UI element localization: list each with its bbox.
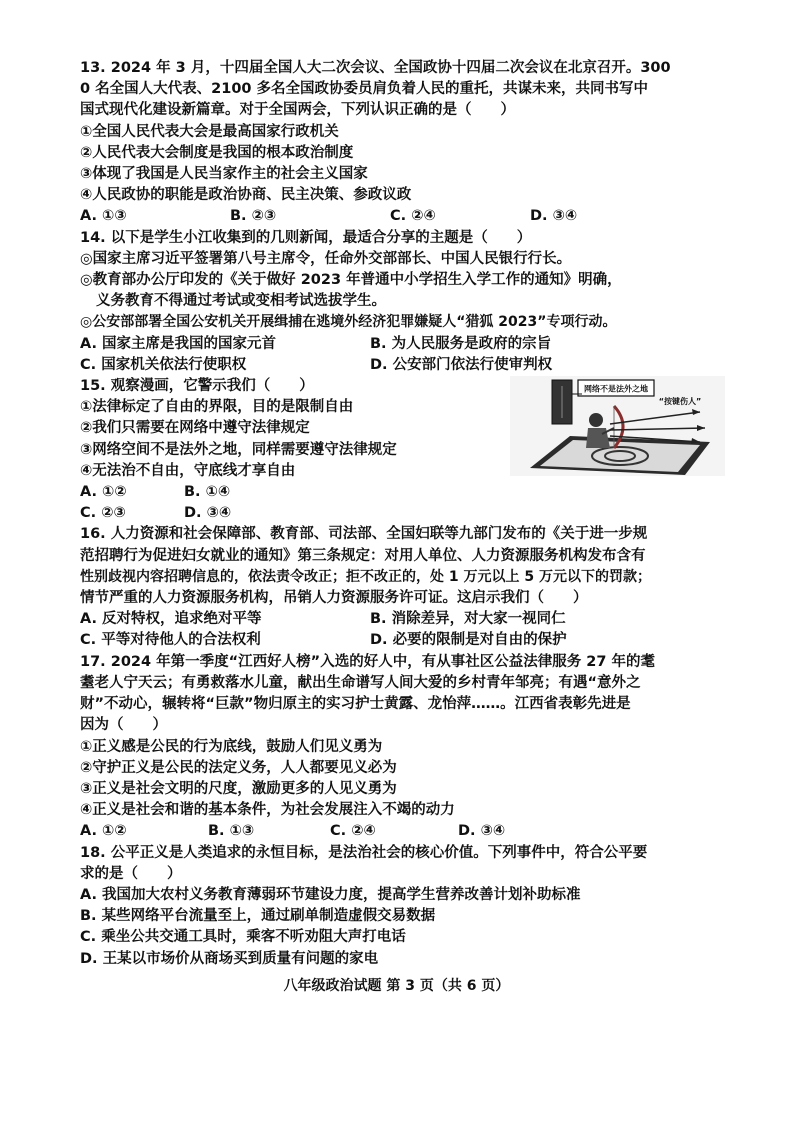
question-15-item-2: ②我们只需要在网络中遵守法律规定 bbox=[80, 420, 310, 437]
question-18-option-d[interactable]: D. 王某以市场价从商场买到质量有问题的家电 bbox=[80, 950, 379, 967]
question-13-item-1: ①全国人民代表大会是最高国家行政机关 bbox=[80, 123, 339, 140]
question-17-item-2: ②守护正义是公民的法定义务，人人都要见义必为 bbox=[80, 759, 397, 776]
question-14-stem-line-1: 14. 以下是学生小江收集到的几则新闻，最适合分享的主题是（ ） bbox=[80, 229, 532, 246]
question-17-option-b[interactable]: B. ①③ bbox=[208, 823, 255, 840]
question-15-options-row-1 bbox=[80, 482, 720, 503]
page-footer: 八年级政治试题 第 3 页（共 6 页） bbox=[283, 978, 510, 994]
question-14-news-3: ◎公安部部署全国公安机关开展缉捕在逃境外经济犯罪嫌疑人“猎狐 2023”专项行动。 bbox=[80, 314, 617, 331]
question-14-news-2: ◎教育部办公厅印发的《关于做好 2023 年普通中小学招生入学工作的通知》明确， bbox=[80, 272, 622, 289]
question-14-options-row-2 bbox=[80, 355, 720, 376]
question-15-option-c[interactable]: C. ②③ bbox=[80, 505, 126, 522]
question-14 bbox=[80, 228, 720, 376]
question-13-option-d[interactable]: D. ③④ bbox=[530, 208, 578, 225]
question-15-option-d[interactable]: D. ③④ bbox=[184, 505, 232, 522]
question-18 bbox=[80, 843, 720, 970]
question-16-option-d[interactable]: D. 必要的限制是对自由的保护 bbox=[370, 632, 567, 649]
question-15-option-b[interactable]: B. ①④ bbox=[184, 484, 231, 501]
sign-banner bbox=[572, 380, 654, 396]
question-13-stem-line-3: 国式现代化建设新篇章。对于全国两会，下列认识正确的是（ ） bbox=[80, 102, 515, 119]
question-16-option-c[interactable]: C. 平等对待他人的合法权利 bbox=[80, 632, 261, 649]
question-16 bbox=[80, 524, 720, 651]
question-15-stem-line-1: 15. 观察漫画，它警示我们（ ） bbox=[80, 378, 314, 395]
question-13-item-2: ②人民代表大会制度是我国的根本政治制度 bbox=[80, 144, 354, 161]
question-17-stem-line-3: 财”不动心，辗转将“巨款”物归原主的实习护士黄露、龙怡萍……。江西省表彰先进是 bbox=[80, 696, 631, 713]
question-14-options-row-1 bbox=[80, 334, 720, 355]
question-18-option-b[interactable]: B. 某些网络平台流量至上，通过刷单制造虚假交易数据 bbox=[80, 908, 436, 925]
question-14-option-c[interactable]: C. 国家机关依法行使职权 bbox=[80, 356, 247, 373]
question-14-news-2-cont: 义务教育不得通过考试或变相考试选拔学生。 bbox=[96, 293, 386, 310]
question-18-option-c[interactable]: C. 乘坐公共交通工具时，乘客不听劝阻大声打电话 bbox=[80, 929, 406, 946]
question-15-item-3: ③网络空间不是法外之地，同样需要遵守法律规定 bbox=[80, 441, 397, 458]
question-17-stem-line-2: 耋老人宁天云；有勇救落水儿童，献出生命谱写人间大爱的乡村青年邹亮；有遇“意外之 bbox=[80, 674, 641, 691]
question-17 bbox=[80, 652, 720, 843]
question-17-item-4: ④正义是社会和谐的基本条件，为社会发展注入不竭的动力 bbox=[80, 802, 455, 819]
question-13-stem-line-2: 0 名全国人大代表、2100 多名全国政协委员肩负着人民的重托，共谋未来，共同书写中 bbox=[80, 81, 649, 98]
exam-page bbox=[80, 58, 720, 970]
question-18-stem-line-1: 18. 公平正义是人类追求的永恒目标，是法治社会的核心价值。下列事件中，符合公平要 bbox=[80, 844, 648, 861]
question-16-option-b[interactable]: B. 消除差异，对大家一视同仁 bbox=[370, 611, 566, 628]
question-17-stem-line-1: 17. 2024 年第一季度“江西好人榜”入选的好人中，有从事社区公益法律服务 27 年的耄 bbox=[80, 653, 655, 670]
question-18-option-a[interactable]: A. 我国加大农村义务教育薄弱环节建设力度，提高学生营养改善计划补助标准 bbox=[80, 886, 581, 903]
question-16-stem-line-3: 性别歧视内容招聘信息的，依法责令改正；拒不改正的，处 1 万元以上 5 万元以下的罚款； bbox=[80, 568, 651, 585]
question-18-stem-line-2: 求的是（ ） bbox=[80, 865, 182, 882]
question-13-option-b[interactable]: B. ②③ bbox=[230, 208, 277, 225]
question-13-option-c[interactable]: C. ②④ bbox=[390, 208, 436, 225]
question-17-option-d[interactable]: D. ③④ bbox=[458, 823, 506, 840]
question-13-option-a[interactable]: A. ①③ bbox=[80, 208, 127, 225]
question-15 bbox=[80, 376, 720, 524]
question-16-option-a[interactable]: A. 反对特权，追求绝对平等 bbox=[80, 611, 262, 628]
cartoon-illustration bbox=[510, 376, 725, 476]
question-15-option-a[interactable]: A. ①② bbox=[80, 484, 127, 501]
question-13-stem-line-1: 13. 2024 年 3 月，十四届全国人大二次会议、全国政协十四届二次会议在北京召开。300 bbox=[80, 60, 671, 76]
question-14-option-b[interactable]: B. 为人民服务是政府的宗旨 bbox=[370, 335, 552, 352]
question-13-options bbox=[80, 206, 720, 227]
question-17-item-3: ③正义是社会文明的尺度，激励更多的人见义勇为 bbox=[80, 780, 397, 797]
question-14-news-1: ◎国家主席习近平签署第八号主席令，任命外交部部长、中国人民银行行长。 bbox=[80, 250, 572, 267]
question-13-item-4: ④人民政协的职能是政治协商、民主决策、参政议政 bbox=[80, 187, 412, 204]
question-17-stem-line-4: 因为（ ） bbox=[80, 717, 167, 734]
question-17-option-a[interactable]: A. ①② bbox=[80, 823, 127, 840]
sign-text: 网络不是法外之地 bbox=[584, 384, 648, 394]
question-16-options-row-2 bbox=[80, 630, 720, 651]
question-16-options-row-1 bbox=[80, 609, 720, 630]
question-17-options bbox=[80, 821, 720, 842]
question-13-item-3: ③体现了我国是人民当家作主的社会主义国家 bbox=[80, 166, 368, 183]
question-15-item-1: ①法律标定了自由的界限，目的是限制自由 bbox=[80, 399, 354, 416]
question-16-stem-line-1: 16. 人力资源和社会保障部、教育部、司法部、全国妇联等九部门发布的《关于进一步规 bbox=[80, 526, 648, 543]
arrow-label: “按键伤人” bbox=[658, 397, 702, 407]
question-13 bbox=[80, 58, 720, 228]
question-16-stem-line-2: 范招聘行为促进妇女就业的通知》第三条规定：对用人单位、人力资源服务机构发布含有 bbox=[80, 547, 646, 564]
law-sign-block bbox=[552, 380, 572, 424]
question-14-option-a[interactable]: A. 国家主席是我国的国家元首 bbox=[80, 335, 277, 352]
question-17-item-1: ①正义感是公民的行为底线，鼓励人们见义勇为 bbox=[80, 738, 383, 755]
question-15-options-row-2 bbox=[80, 503, 720, 524]
question-17-option-c[interactable]: C. ②④ bbox=[330, 823, 376, 840]
question-16-stem-line-4: 情节严重的人力资源服务机构，吊销人力资源服务许可证。这启示我们（ ） bbox=[80, 590, 588, 607]
question-14-option-d[interactable]: D. 公安部门依法行使审判权 bbox=[370, 356, 553, 373]
question-15-item-4: ④无法治不自由，守底线才享自由 bbox=[80, 462, 296, 479]
